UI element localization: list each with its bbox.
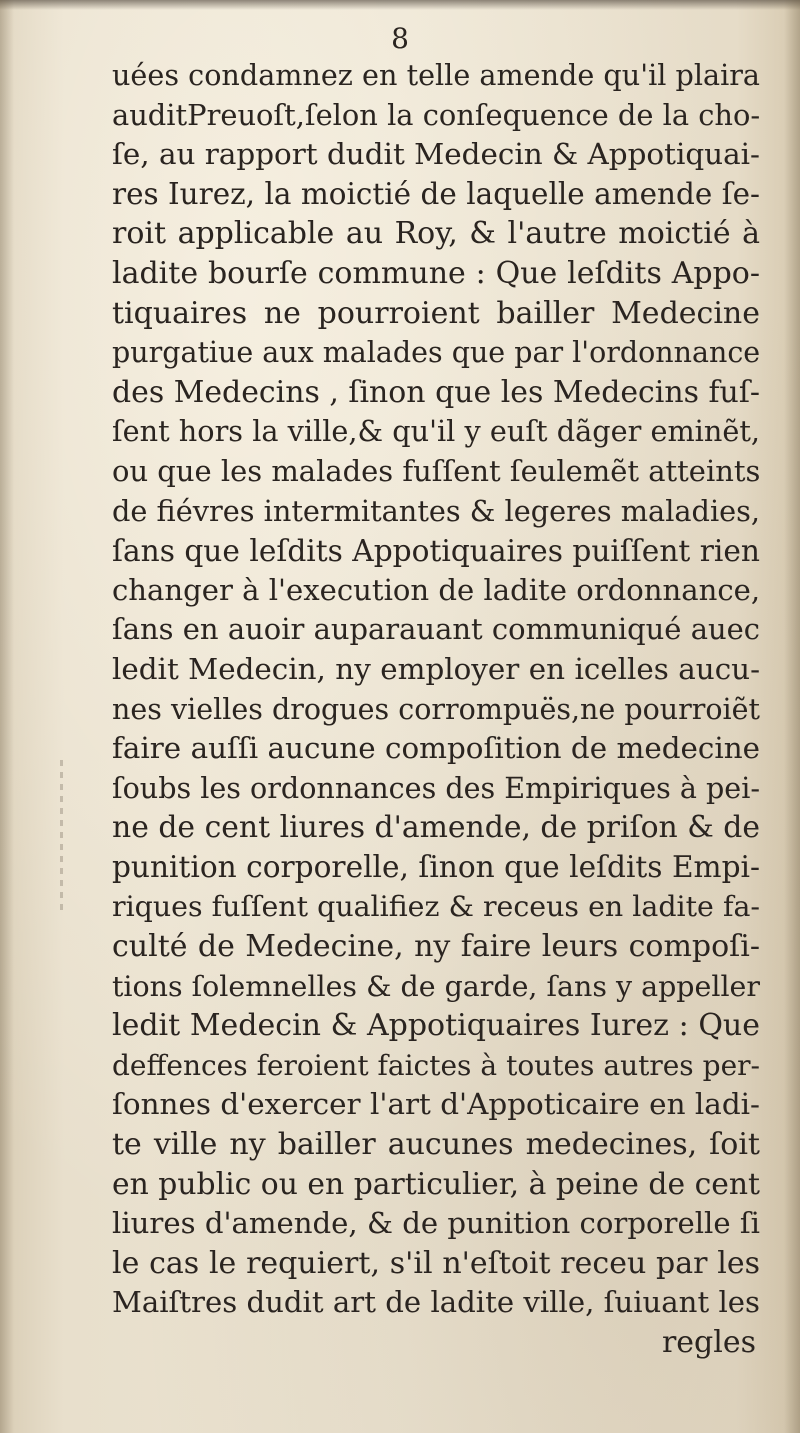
text-line: ſans que leſdits Appotiquaires puiſſent rien — [112, 533, 760, 569]
top-edge-shadow — [0, 0, 800, 10]
text-line: en public ou en particulier, à peine de cent — [112, 1166, 760, 1202]
right-page-edge — [784, 0, 800, 1433]
body-text — [112, 56, 760, 1363]
text-line: roit applicable au Roy, & l'autre moictié à — [112, 216, 760, 252]
text-line: deffences feroient faictes à toutes autres per- — [112, 1048, 760, 1082]
text-line: ladite bourſe commune : Que leſdits Appo- — [112, 255, 760, 291]
text-line: ou que les malades fuſſent ſeulemẽt atteints — [112, 453, 761, 488]
text-line: liures d'amende, & de punition corporelle ſi — [112, 1206, 760, 1241]
text-line: de fiévres intermitantes & legeres maladies, — [112, 493, 761, 528]
text-line: culté de Medecine, ny faire leurs compoſi- — [112, 929, 760, 965]
text-line: ſans en auoir auparauant communiqué auec — [112, 612, 760, 647]
text-line: ſoubs les ordonnances des Empiriques à pei- — [112, 770, 760, 805]
text-line: te ville ny bailler aucunes medecines, ſoit — [112, 1127, 760, 1163]
catchword: regles — [661, 1325, 756, 1360]
text-line: uées condamnez en telle amende qu'il plaira — [112, 58, 760, 92]
text-line: ſonnes d'exercer l'art d'Appoticaire en ladi- — [112, 1087, 760, 1122]
left-page-edge — [0, 0, 14, 1433]
text-line: res Iurez, la moictié de laquelle amende ſe- — [112, 176, 760, 211]
text-line: nes vielles drogues corrompuës,ne pourroiẽt — [112, 692, 760, 726]
page-number: 8 — [391, 22, 409, 55]
text-line: punition corporelle, ſinon que leſdits Empi- — [112, 849, 760, 884]
text-line: des Medecins , ſinon que les Medecins fuſ- — [112, 374, 760, 410]
text-line: auditPreuoſt,ſelon la conſequence de la cho- — [112, 97, 761, 132]
text-line: tions ſolemnelles & de garde, ſans y appeller — [112, 969, 760, 1003]
text-line: ledit Medecin & Appotiquaires Iurez : Que — [112, 1008, 760, 1044]
text-line: ledit Medecin, ny employer en icelles aucu- — [112, 651, 760, 686]
text-line: riques fuſſent qualifiez & receus en ladite fa- — [112, 890, 760, 924]
text-line: purgatiue aux malades que par l'ordonnance — [112, 336, 761, 370]
ink-bleed-mark — [60, 760, 63, 910]
text-line: ne de cent liures d'amende, de priſon & de — [112, 810, 760, 846]
text-line: Maiſtres dudit art de ladite ville, ſuiuant les — [112, 1285, 760, 1320]
text-line: changer à l'execution de ladite ordonnance, — [112, 572, 761, 607]
text-line: le cas le requiert, s'il n'eſtoit receu par les — [112, 1245, 760, 1281]
text-line: ſent hors la ville,& qu'il y euſt dãger eminẽt, — [112, 414, 760, 449]
text-line: ſe, au rapport dudit Medecin & Appotiquai- — [112, 137, 760, 172]
text-line: tiquaires ne pourroient bailler Medecine — [112, 295, 760, 331]
text-line: faire auſſi aucune compoſition de medecine — [112, 731, 760, 766]
